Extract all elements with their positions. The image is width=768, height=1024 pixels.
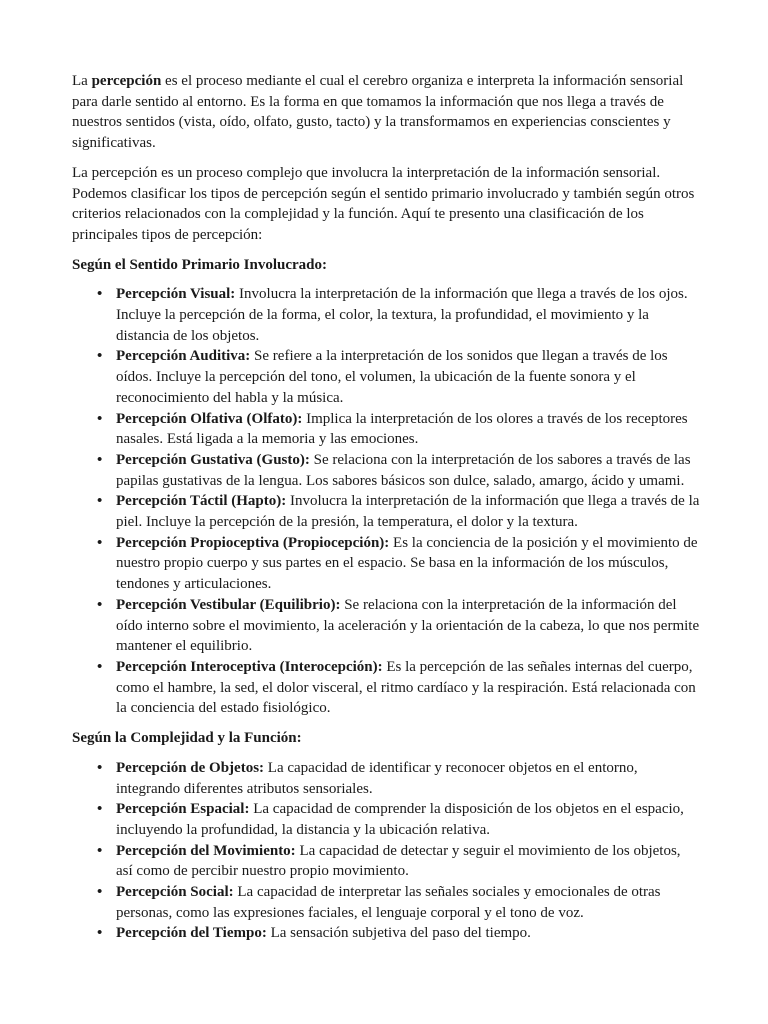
- item-desc: La capacidad de identificar y reconocer objetos en el entorno, integrando diferentes atributos sensoriales.: [116, 759, 638, 797]
- intro-paragraph-2: La percepción es un proceso complejo que involucra la interpretación de la información sensorial. Podemos clasificar los tipos de percepción según el sentido primario involucrado y también según otros criterios relacionados con la complejidad y la función. Aquí te presento una clasificación de los principales tipos de percepción:: [72, 164, 695, 243]
- section-heading-sentido: Según el Sentido Primario Involucrado:: [72, 256, 328, 273]
- list-item: [116, 923, 700, 944]
- section-heading-complejidad: Según la Complejidad y la Función:: [72, 730, 302, 747]
- item-term: Percepción Auditiva:: [116, 348, 251, 365]
- item-desc: Es la percepción de las señales internas del cuerpo, como el hambre, la sed, el dolor visceral, el ritmo cardíaco y la respiración. Está relacionada con la conciencia del estado fisiológico.: [116, 658, 696, 717]
- item-term: Percepción Espacial:: [116, 801, 250, 818]
- intro-prefix: La: [72, 73, 92, 89]
- intro-rest: es el proceso mediante el cual el cerebro organiza e interpreta la información sensorial para darle sentido al entorno. Es la forma en que tomamos la información que nos llega a través de nuestros sentidos (vista, oído, olfato, gusto, tacto) y la transformamos en experiencias conscientes y significativas.: [72, 73, 684, 152]
- list-item: [116, 841, 700, 882]
- item-term: Percepción del Movimiento:: [116, 842, 296, 859]
- list-complejidad: [72, 758, 700, 944]
- list-item: [116, 799, 700, 840]
- list-item: [116, 491, 700, 532]
- item-desc: Involucra la interpretación de la información que llega a través de los ojos. Incluye la percepción de la forma, el color, la textura, la profundidad, el movimiento y la distancia de los objetos.: [116, 286, 688, 344]
- list-item: [116, 595, 700, 657]
- item-desc: Es la conciencia de la posición y el movimiento de nuestro propio cuerpo y sus partes en el espacio. Se basa en la información de los músculos, tendones y articulaciones.: [116, 534, 698, 593]
- list-item: [116, 409, 700, 450]
- item-desc: Se relaciona con la interpretación de los sabores a través de las papilas gustativas de la lengua. Los sabores básicos son dulce, salado, amargo, ácido y umami.: [116, 451, 691, 489]
- item-desc: La capacidad de detectar y seguir el movimiento de los objetos, así como de percibir nuestro propio movimiento.: [116, 842, 681, 880]
- item-desc: Implica la interpretación de los olores a través de los receptores nasales. Está ligada a la memoria y las emociones.: [116, 410, 688, 448]
- item-desc: La sensación subjetiva del paso del tiempo.: [266, 925, 531, 942]
- item-term: Percepción Social:: [116, 884, 234, 901]
- item-term: Percepción Propioceptiva (Propiocepción):: [116, 534, 390, 551]
- list-item: [116, 284, 700, 346]
- list-item: [116, 450, 700, 491]
- item-term: Percepción Olfativa (Olfato):: [116, 410, 303, 427]
- list-sentido: [72, 284, 700, 719]
- intro-paragraph-1: [72, 71, 700, 154]
- item-term: Percepción de Objetos:: [116, 759, 265, 776]
- list-item: [116, 758, 700, 799]
- list-item: [116, 533, 700, 595]
- item-term: Percepción Vestibular (Equilibrio):: [116, 596, 341, 613]
- item-desc: Involucra la interpretación de la información que llega a través de la piel. Incluye la percepción de la presión, la temperatura, el dolor y la textura.: [116, 493, 700, 531]
- item-term: Percepción Interoceptiva (Interocepción):: [116, 658, 383, 675]
- item-desc: La capacidad de interpretar las señales sociales y emocionales de otras personas, como las expresiones faciales, el lenguaje corporal y el tono de voz.: [116, 884, 661, 921]
- item-desc: Se relaciona con la interpretación de la información del oído interno sobre el movimiento, la aceleración y la orientación de la cabeza, lo que nos permite mantener el equilibrio.: [116, 596, 700, 655]
- item-desc: La capacidad de comprender la disposición de los objetos en el espacio, incluyendo la profundidad, la distancia y la ubicación relativa.: [116, 801, 684, 838]
- item-term: Percepción del Tiempo:: [116, 925, 267, 942]
- item-desc: Se refiere a la interpretación de los sonidos que llegan a través de los oídos. Incluye la percepción del tono, el volumen, la ubicación de la fuente sonora y el reconocimiento del habla y la música.: [116, 348, 668, 406]
- item-term: Percepción Gustativa (Gusto):: [116, 451, 310, 468]
- list-item: [116, 346, 700, 408]
- list-item: [116, 657, 700, 719]
- list-item: [116, 882, 700, 923]
- document-page: [72, 71, 700, 953]
- intro-term: percepción: [91, 73, 162, 89]
- item-term: Percepción Visual:: [116, 286, 236, 303]
- item-term: Percepción Táctil (Hapto):: [116, 493, 287, 510]
